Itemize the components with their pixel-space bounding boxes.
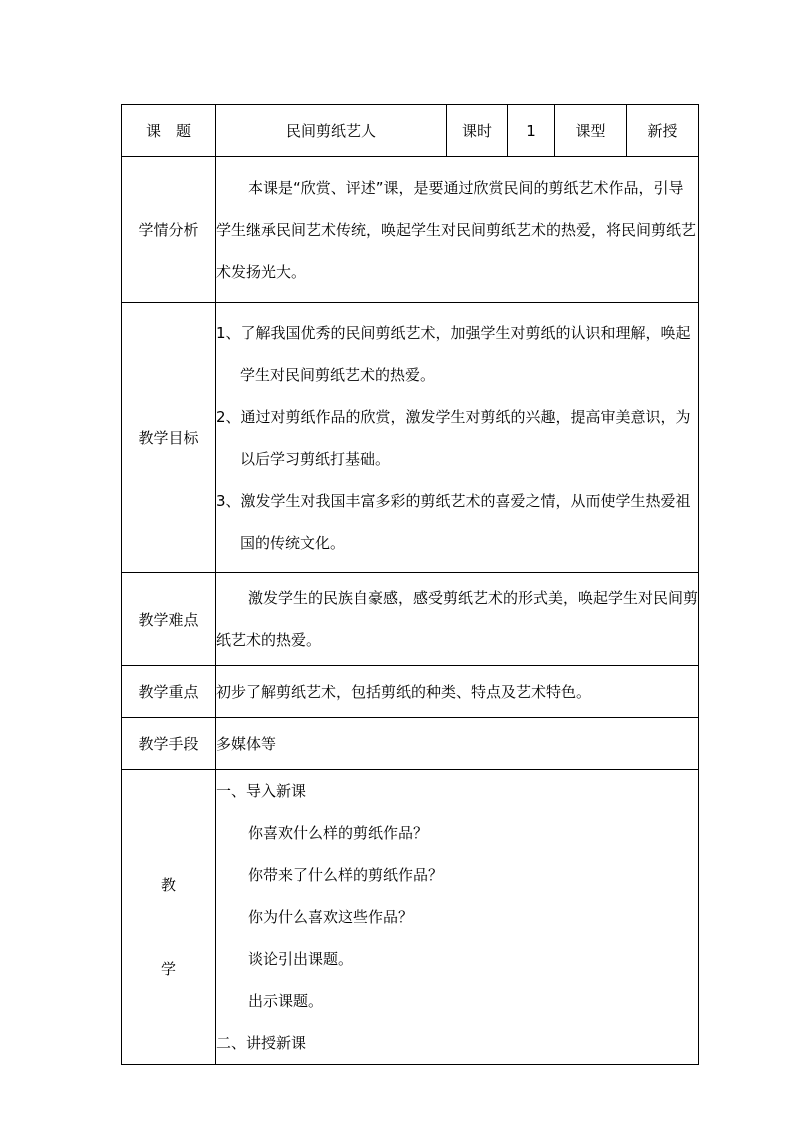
hours-label: 课时 [447, 105, 508, 157]
hours-value: 1 [508, 105, 555, 157]
title-value: 民间剪纸艺人 [216, 105, 447, 157]
key-points-text: 初步了解剪纸艺术，包括剪纸的种类、特点及艺术特色。 [216, 666, 699, 718]
lesson-plan-table [121, 104, 699, 1065]
means-text: 多媒体等 [216, 718, 699, 770]
teaching-line: 谈论引出课题。 [248, 950, 354, 968]
key-points-row [122, 666, 699, 718]
type-value: 新授 [627, 105, 699, 157]
means-label: 教学手段 [122, 718, 216, 770]
teaching-line: 你喜欢什么样的剪纸作品？ [248, 824, 429, 842]
teaching-label-line1: 教 [160, 876, 176, 894]
key-points-label: 教学重点 [122, 666, 216, 718]
goal-item: 3、激发学生对我国丰富多彩的剪纸艺术的喜爱之情，从而使学生热爱祖国的传统文化。 [216, 491, 691, 552]
difficulty-text: 激发学生的民族自豪感，感受剪纸艺术的形式美，唤起学生对民间剪纸艺术的热爱。 [216, 589, 699, 649]
teaching-row [122, 770, 699, 1065]
difficulty-label: 教学难点 [122, 573, 216, 666]
teaching-line: 你为什么喜欢这些作品？ [248, 908, 414, 926]
means-row [122, 718, 699, 770]
goals-label: 教学目标 [122, 303, 216, 573]
title-label: 课 题 [122, 105, 216, 157]
type-label: 课型 [555, 105, 627, 157]
goals-row [122, 303, 699, 573]
goal-item: 1、了解我国优秀的民间剪纸艺术，加强学生对剪纸的认识和理解，唤起学生对民间剪纸艺术的热爱。 [216, 323, 691, 384]
teaching-section-2: 二、讲授新课 [216, 1034, 307, 1052]
teaching-label [122, 770, 216, 1065]
analysis-label: 学情分析 [122, 157, 216, 303]
teaching-line: 出示课题。 [248, 992, 324, 1010]
teaching-section-1: 一、导入新课 [216, 782, 307, 800]
analysis-text: 本课是“欣赏、评述”课，是要通过欣赏民间的剪纸艺术作品，引导学生继承民间艺术传统，唤起学生对民间剪纸艺术的热爱，将民间剪纸艺术发扬光大。 [216, 178, 697, 281]
teaching-label-line2: 学 [160, 960, 176, 978]
goal-item: 2、通过对剪纸作品的欣赏，激发学生对剪纸的兴趣，提高审美意识，为以后学习剪纸打基础。 [216, 407, 691, 468]
difficulty-row [122, 573, 699, 666]
header-row [122, 105, 699, 157]
teaching-line: 你带来了什么样的剪纸作品？ [248, 866, 444, 884]
analysis-row [122, 157, 699, 303]
